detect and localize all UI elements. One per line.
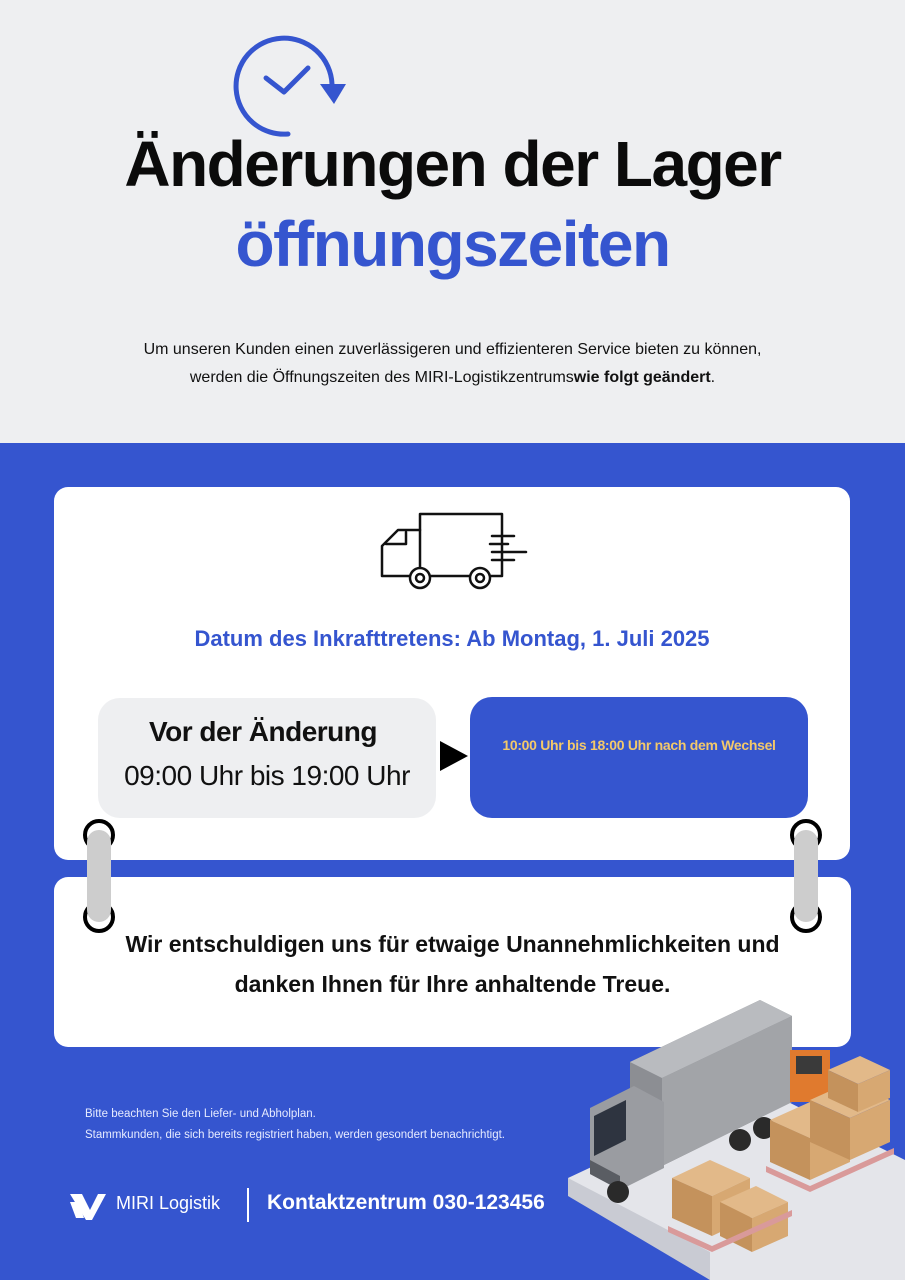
delivery-truck-icon <box>376 508 530 592</box>
contact-center: Kontaktzentrum 030-123456 <box>267 1191 545 1214</box>
footer-note-line1: Bitte beachten Sie den Liefer- und Abholplan. <box>85 1108 316 1120</box>
after-change-hours: 10:00 Uhr bis 18:00 Uhr nach dem Wechsel <box>502 737 776 753</box>
intro-line2-bold: wie folgt geändert <box>573 369 711 386</box>
apology-line1: Wir entschuldigen uns für etwaige Unannehmlichkeiten und <box>125 931 780 957</box>
effective-date: Datum des Inkrafttretens: Ab Montag, 1. Juli 2025 <box>194 626 710 651</box>
footer-divider <box>247 1188 249 1222</box>
page-title-line2: öffnungszeiten <box>235 208 670 280</box>
page-title-line1: Änderungen der Lager <box>124 128 781 200</box>
binder-ring-right-icon <box>789 818 823 934</box>
before-change-hours: 09:00 Uhr bis 19:00 Uhr <box>124 760 410 791</box>
arrow-right-icon <box>440 741 468 771</box>
intro-text <box>60 336 845 392</box>
binder-ring-left-icon <box>82 818 116 934</box>
after-change-box <box>470 697 808 818</box>
miri-logo-icon <box>68 1188 108 1224</box>
intro-line2-start: werden die Öffnungszeiten des MIRI-Logistikzentrums <box>189 369 574 386</box>
warehouse-truck-illustration <box>560 990 905 1280</box>
intro-line2 <box>60 364 845 392</box>
footer-note-line2: Stammkunden, die sich bereits registriert haben, werden gesondert benachrichtigt. <box>85 1129 505 1141</box>
before-change-title: Vor der Änderung <box>149 716 377 747</box>
apology-line2: danken Ihnen für Ihre anhaltende Treue. <box>234 971 671 997</box>
intro-line1: Um unseren Kunden einen zuverlässigeren und effizienteren Service bieten zu können, <box>143 341 762 358</box>
brand-name: MIRI Logistik <box>116 1193 221 1213</box>
intro-line2-end: . <box>710 369 716 386</box>
